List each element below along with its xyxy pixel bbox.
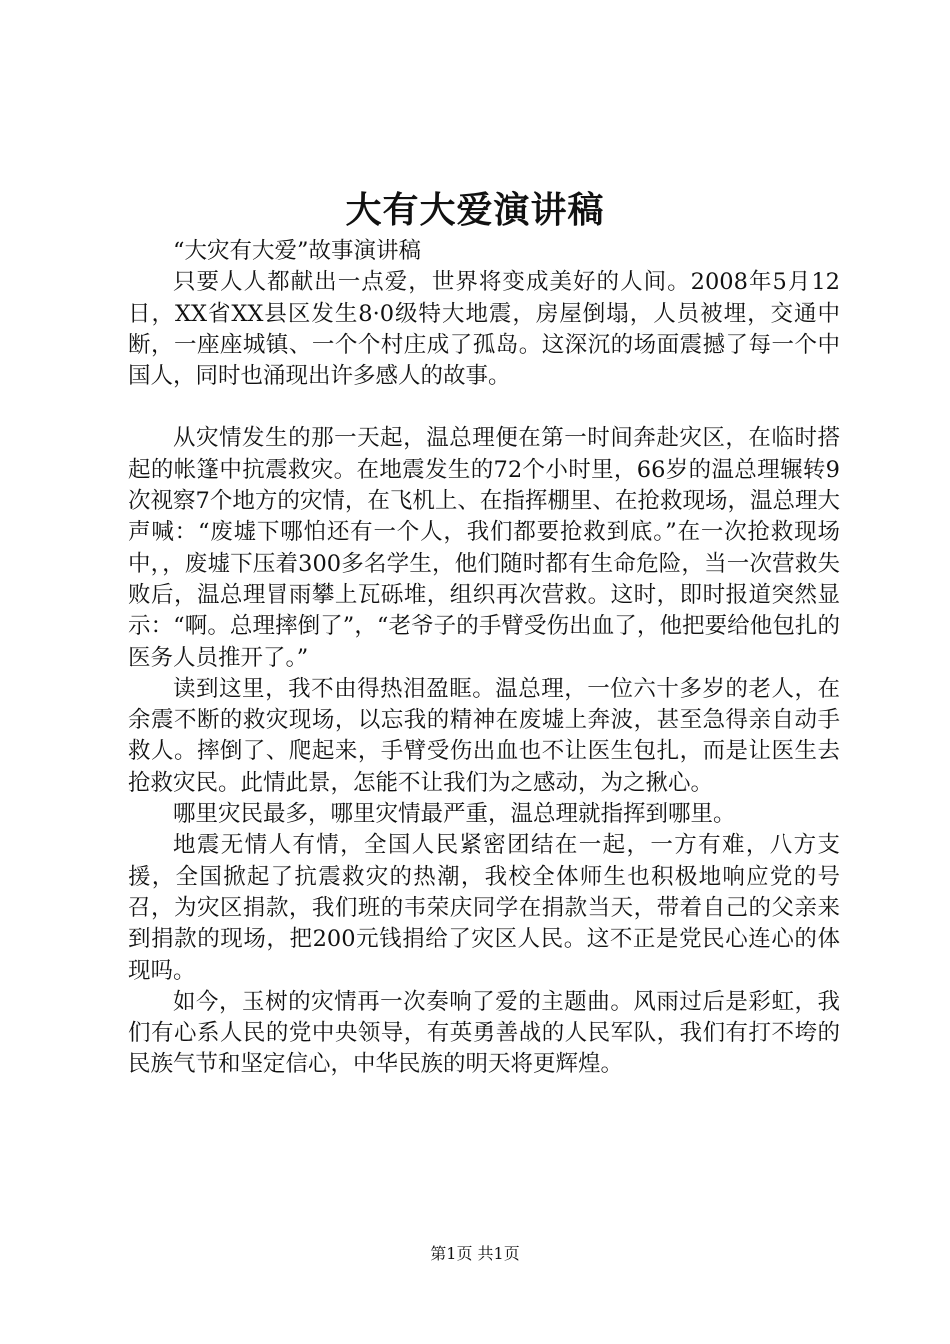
page-footer: 第1页 共1页: [430, 1244, 520, 1263]
document-body: [128, 236, 840, 1081]
paragraph-subtitle: “大灾有大爱”故事演讲稿: [173, 238, 422, 264]
paragraph-4: 哪里灾民最多，哪里灾情最严重，温总理就指挥到哪里。: [173, 801, 736, 828]
paragraph-1: 只要人人都献出一点爱，世界将变成美好的人间。2008年5月12日，XX省XX县区发生8·0级特大地震，房屋倒塌，人员被埋，交通中断，一座座城镇、一个个村庄成了孤岛。这深沉的场面震撼了每一个中国人，同时也涌现出许多感人的故事。: [128, 269, 840, 390]
document-title: 大有大爱演讲稿: [345, 189, 605, 231]
paragraph-6: 如今，玉树的灾情再一次奏响了爱的主题曲。风雨过后是彩虹，我们有心系人民的党中央领导，有英勇善战的人民军队，我们有打不垮的民族气节和坚定信心，中华民族的明天将更辉煌。: [128, 988, 840, 1078]
paragraph-2: 从灾情发生的那一天起，温总理便在第一时间奔赴灾区，在临时搭起的帐篷中抗震救灾。在地震发生的72个小时里，66岁的温总理辗转9次视察7个地方的灾情，在飞机上、在指挥棚里、在抢救现场，温总理大声喊：“废墟下哪怕还有一个人，我们都要抢救到底。”在一次抢救现场中，，废墟下压着300多名学生，他们随时都有生命危险，当一次营救失败后，温总理冒雨攀上瓦砾堆，组织再次营救。这时，即时报道突然显示：“啊。总理摔倒了”，“老爷子的手臂受伤出血了，他把要给他包扎的医务人员推开了。”: [128, 425, 840, 671]
paragraph-3: 读到这里，我不由得热泪盈眶。温总理，一位六十多岁的老人，在余震不断的救灾现场，以忘我的精神在废墟上奔波，甚至急得亲自动手救人。摔倒了、爬起来，手臂受伤出血也不让医生包扎，而是让医生去抢救灾民。此情此景，怎能不让我们为之感动，为之揪心。: [128, 675, 840, 796]
paragraph-gap: [128, 392, 840, 423]
paragraph-5: 地震无情人有情，全国人民紧密团结在一起，一方有难，八方支援，全国掀起了抗震救灾的热潮，我校全体师生也积极地响应党的号召，为灾区捐款，我们班的韦荣庆同学在捐款当天，带着自己的父亲来到捐款的现场，把200元钱捐给了灾区人民。这不正是党民心连心的体现吗。: [128, 832, 840, 984]
